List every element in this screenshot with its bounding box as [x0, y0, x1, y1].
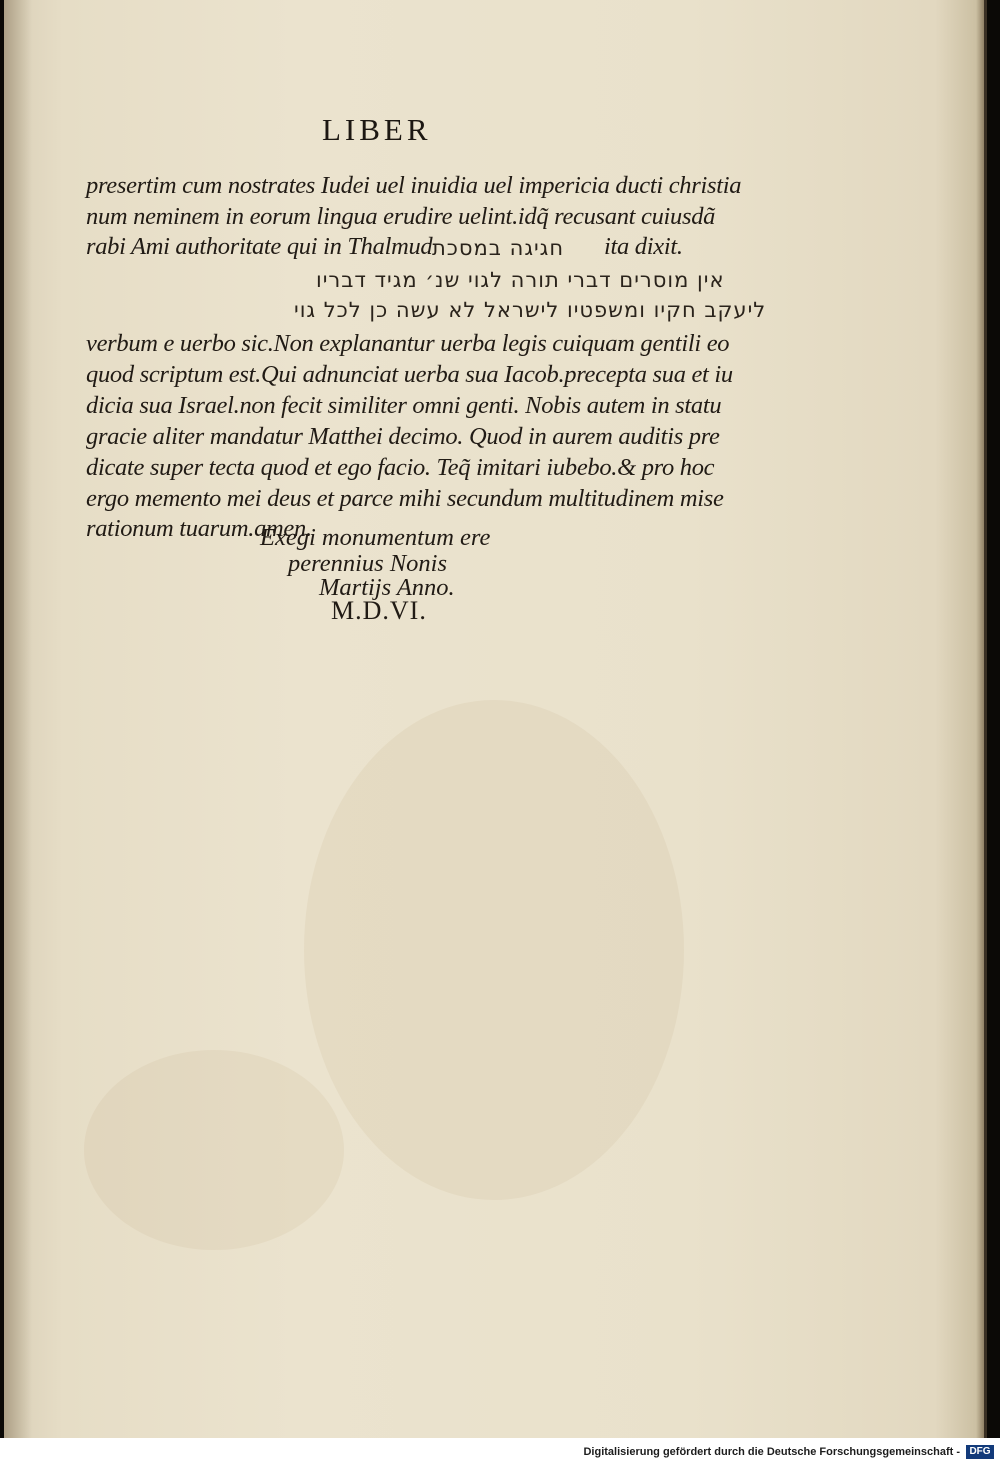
translation-line-6: ergo memento mei deus et parce mihi secundum multitudinem mise	[86, 485, 724, 512]
dfg-logo: DFG	[966, 1445, 994, 1459]
translation-line-5: dicate super tecta quod et ego facio. Teq̃ imitari iubebo.& pro hoc	[86, 454, 715, 481]
body-line-1: presertim cum nostrates Iudei uel inuidia uel impericia ducti christia	[86, 172, 742, 199]
hebrew-quote-line-2: ליעקב חקיו ומשפטיו לישראל לא עשה כן לכל גוי	[294, 298, 767, 322]
translation-line-4: gracie aliter mandatur Matthei decimo. Quod in aurem auditis pre	[86, 423, 720, 450]
translation-line-3: dicia sua Israel.non fecit similiter omni genti. Nobis autem in statu	[86, 392, 722, 419]
running-head: LIBER	[322, 112, 432, 147]
paper-stain	[84, 1050, 344, 1250]
funding-credit: Digitalisierung gefördert durch die Deutsche Forschungsgemeinschaft -	[583, 1446, 960, 1458]
colophon-line-1: Exegi monumentum ere	[260, 524, 491, 551]
colophon-line-3: Martijs Anno.	[319, 574, 455, 601]
translation-line-2: quod scriptum est.Qui adnunciat uerba sua Iacob.precepta sua et iu	[86, 361, 733, 388]
colophon-line-2: perennius Nonis	[288, 550, 448, 577]
body-line-3-end: ita dixit.	[604, 233, 683, 260]
body-line-2: num neminem in eorum lingua erudire uelint.idq̃ recusant cuiusdã	[86, 203, 716, 230]
translation-line-1: verbum e uerbo sic.Non explanantur uerba legis cuiquam gentili eo	[86, 330, 730, 357]
body-line-3: rabi Ami authoritate qui in Thalmud	[86, 233, 433, 260]
book-leaf	[4, 0, 987, 1438]
colophon-date: M.D.VI.	[331, 596, 427, 625]
hebrew-quote-line-1: אין מוסרים דברי תורה לגוי שנ׳ מגיד דבריו	[316, 268, 725, 292]
gutter-shadow	[4, 0, 32, 1438]
inline-hebrew-citation: חגיגה במסכת	[432, 236, 565, 260]
footer-bar	[0, 1438, 1000, 1467]
translation-line-7: rationum tuarum.amen.	[86, 515, 312, 542]
show-through-stain	[304, 700, 684, 1200]
page-edge	[976, 0, 984, 1438]
